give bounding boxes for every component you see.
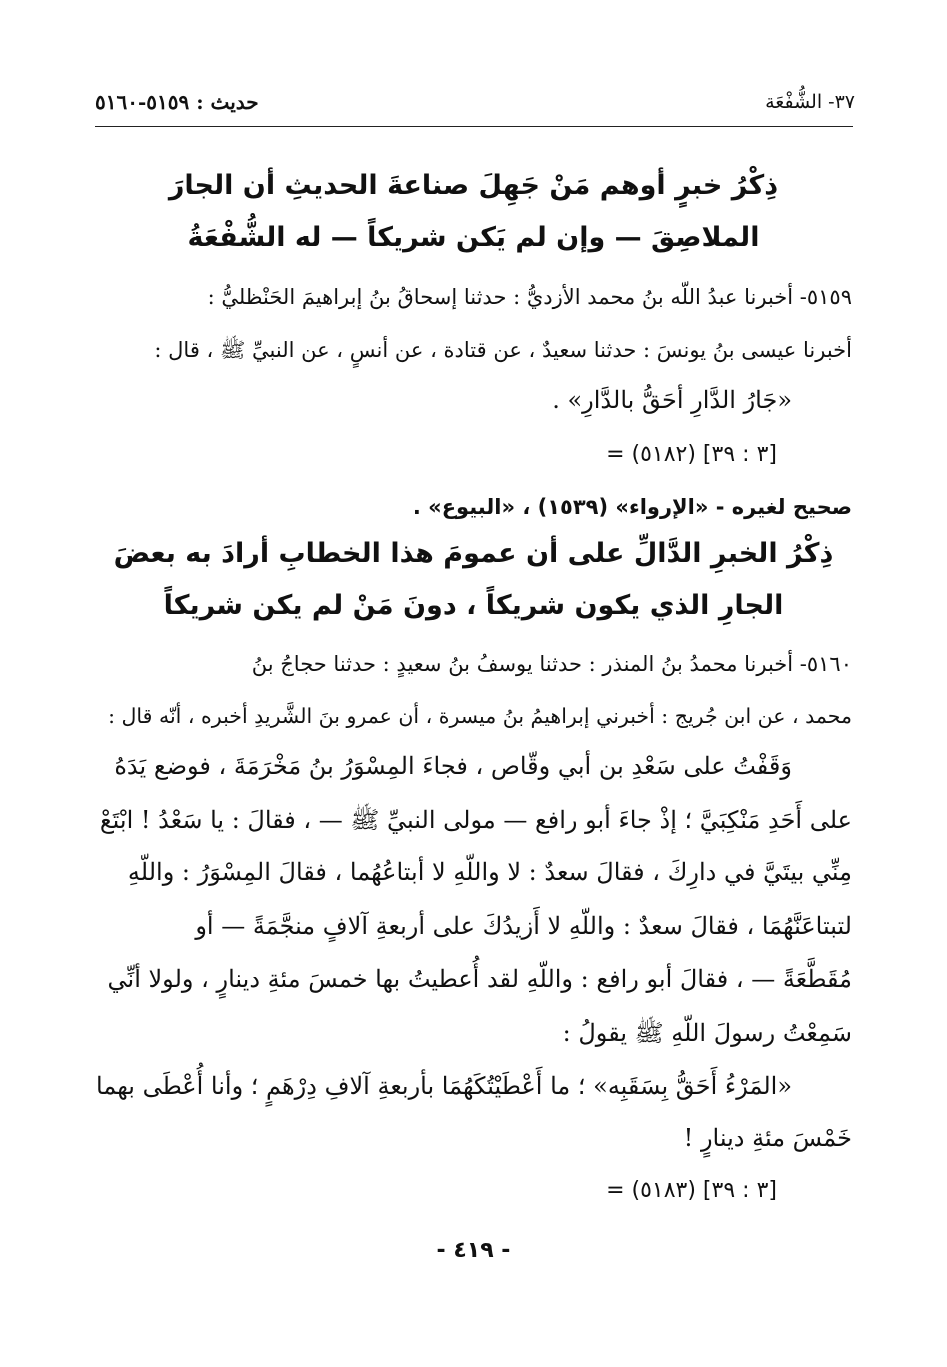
hadith-5160-line-8: سَمِعْتُ رسولَ اللّهِ ﷺ يقولُ : xyxy=(562,1019,852,1047)
page-number: - ٤١٩ - xyxy=(436,1238,511,1263)
hadith-5160-reference: = (٥١٨٣) [٣ : ٣٩] xyxy=(606,1178,777,1203)
header-divider xyxy=(95,126,853,127)
hadith-5159-grade: صحيح لغيره - «الإرواء» (١٥٣٩) ، «البيوع» . xyxy=(412,495,852,519)
hadith-5160-line-1: ٥١٦٠- أخبرنا محمدُ بنُ المنذر : حدثنا يوسفُ بنُ سعيدٍ : حدثنا حجاجُ بنُ xyxy=(251,652,852,676)
hadith-5160-line-2: محمد ، عن ابن جُريج : أخبرني إبراهيمُ بنُ ميسرة ، أن عمرو بنَ الشَّريدِ أخبره ، أنّه قال : xyxy=(108,704,852,728)
section-heading-1-line-1: ذِكْرُ خبرٍ أوهم مَنْ جَهِلَ صناعةَ الحديثِ أن الجارَ xyxy=(168,170,779,201)
section-heading-2-line-2: الجارِ الذي يكون شريكاً ، دونَ مَنْ لم يكن شريكاً xyxy=(163,590,784,621)
hadith-5160-line-10: خَمْسَ مئةِ دينارٍ ! xyxy=(683,1124,852,1152)
hadith-5160-line-7: مُقَطَّعَةً — ، فقالَ أبو رافع : واللّهِ لقد أُعطيتُ بها خمسَ مئةِ دينارٍ ، ولولا أنِّي xyxy=(107,965,852,993)
hadith-5160-line-5: مِنِّي بيتَيَّ في دارِكَ ، فقالَ سعدٌ : لا واللّهِ لا أبتاعُهُما ، فقالَ المِسْوَرُ : واللّهِ xyxy=(127,858,852,886)
hadith-range: حديث : ٥١٥٩-٥١٦٠ xyxy=(95,90,259,114)
hadith-5160-line-9: «المَرْءُ أَحَقُّ بِسَقَبِه» ؛ ما أَعْطَيْتُكَهُمَا بأربعةِ آلافِ دِرْهَمٍ ؛ وأنا أُعْطَى بهما xyxy=(96,1072,792,1100)
hadith-5160-line-3: وَقَفْتُ على سَعْدِ بن أبي وقّاص ، فجاءَ المِسْوَرُ بنُ مَخْرَمَةَ ، فوضع يَدَهُ xyxy=(114,752,792,780)
hadith-5159-reference: = (٥١٨٢) [٣ : ٣٩] xyxy=(606,442,777,467)
hadith-5159-line-2: أخبرنا عيسى بنُ يونسَ : حدثنا سعيدٌ ، عن قتادة ، عن أنسٍ ، عن النبيِّ ﷺ ، قال : xyxy=(154,338,852,362)
hadith-5160-line-6: لتبتاعَنَّهُمَا ، فقالَ سعدٌ : واللّهِ لا أَزيدُكَ على أربعةِ آلافٍ منجَّمَةً — أو xyxy=(195,912,852,940)
running-header xyxy=(95,84,855,120)
hadith-5159-line-1: ٥١٥٩- أخبرنا عبدُ اللّه بنُ محمد الأزديُّ : حدثنا إسحاقُ بنُ إبراهيمَ الحَنْظليُّ : xyxy=(207,285,852,309)
hadith-5160-line-4: على أَحَدِ مَنْكِبَيَّ ؛ إذْ جاءَ أبو رافع — مولى النبيِّ ﷺ — ، فقالَ : يا سَعْدُ ! ابْتَعْ xyxy=(99,806,852,834)
section-heading-1-line-2: الملاصِقَ — وإن لم يَكن شريكاً — له الشُّفْعَةُ xyxy=(187,222,760,253)
hadith-5159-quote: «جَارُ الدَّارِ أحَقُّ بالدَّارِ» . xyxy=(552,386,792,414)
chapter-title: ٣٧- الشُّفْعَة xyxy=(765,91,855,113)
section-heading-2-line-1: ذِكْرُ الخبرِ الدَّالِّ على أن عمومَ هذا الخطابِ أرادَ به بعضَ xyxy=(113,538,834,569)
